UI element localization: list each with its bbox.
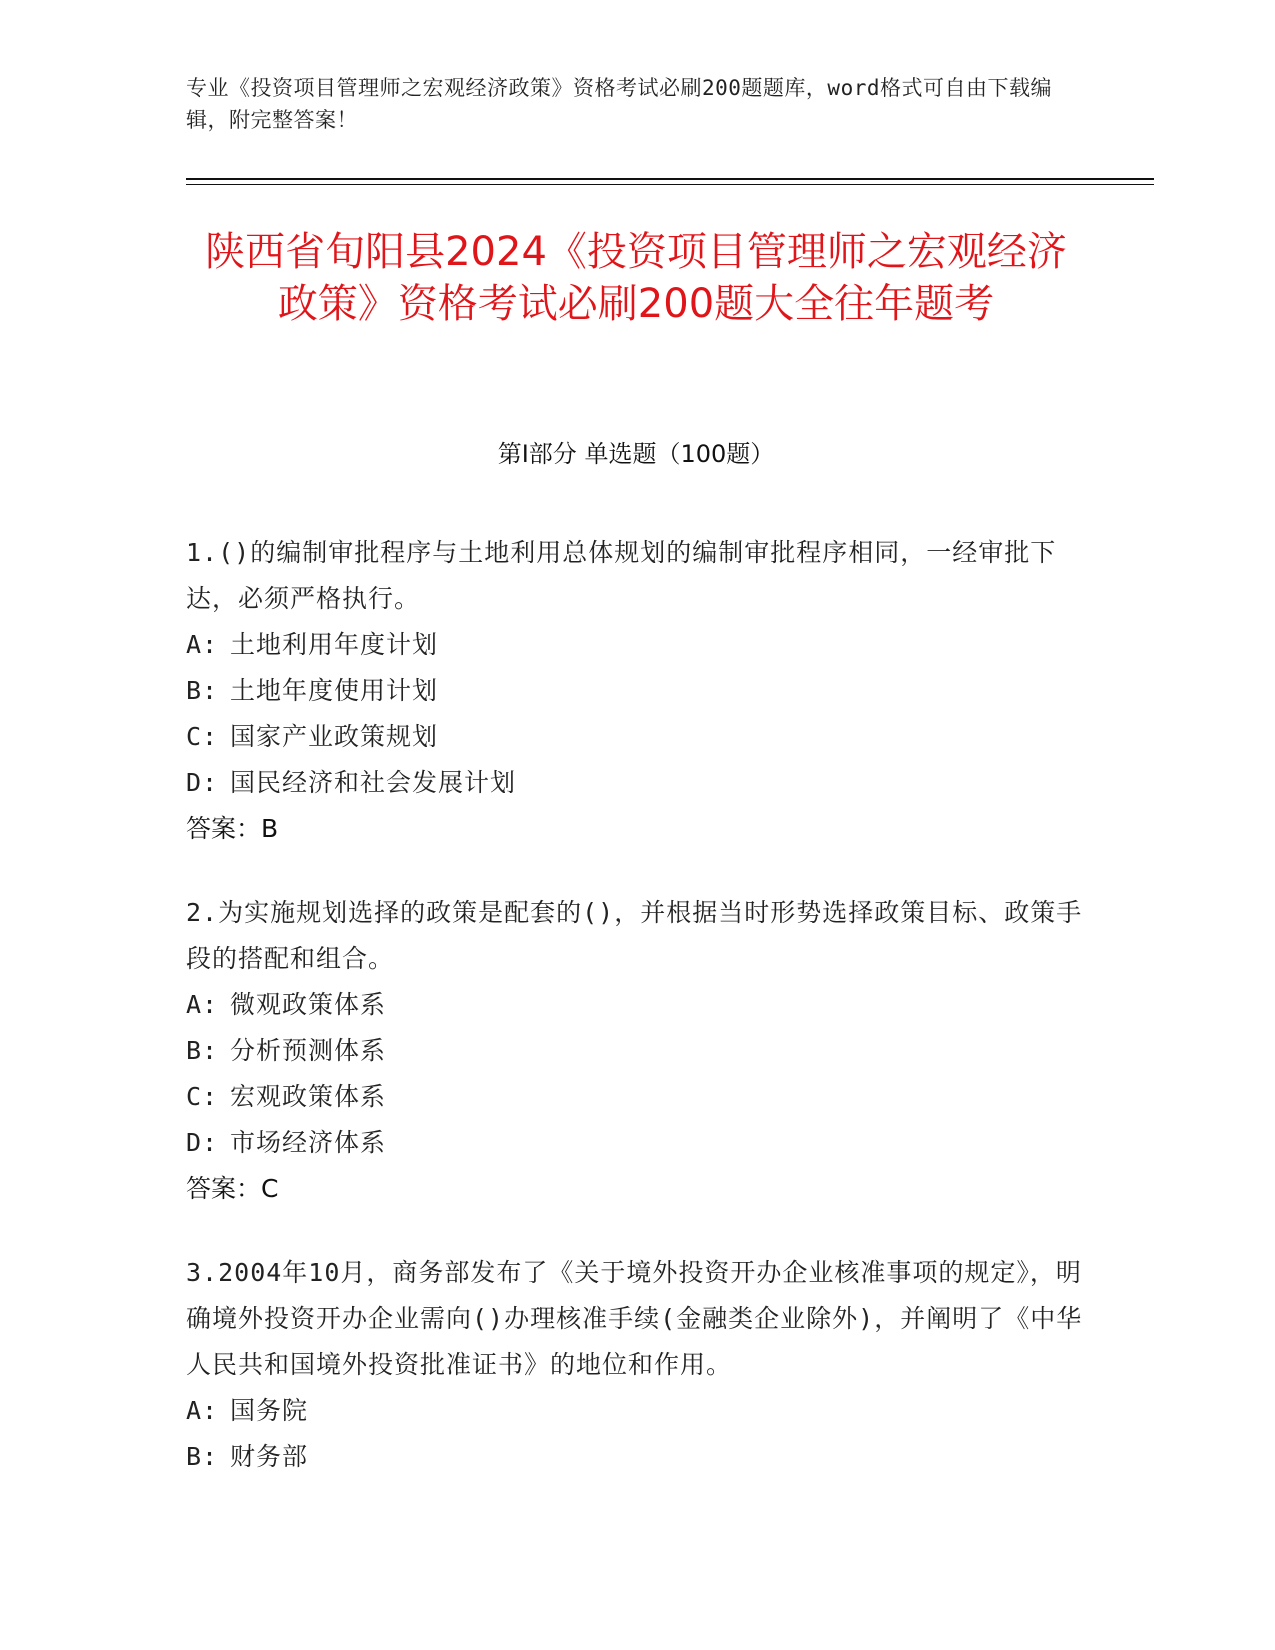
option-b: [186, 1028, 1086, 1074]
question-3: [186, 1250, 1086, 1480]
option-text: 宏观政策体系: [230, 1082, 387, 1111]
section-title: 第Ⅰ部分 单选题（100题）: [497, 440, 775, 468]
option-key: B:: [186, 676, 219, 705]
option-d: [186, 1120, 1086, 1166]
question-stem: 2.为实施规划选择的政策是配套的()，并根据当时形势选择政策目标、政策手段的搭配和组合。: [186, 898, 1083, 973]
option-a: [186, 1388, 1086, 1434]
option-text: 分析预测体系: [230, 1036, 387, 1065]
option-c: [186, 714, 1086, 760]
question-answer: 答案：C: [186, 1174, 279, 1203]
option-key: C:: [186, 1082, 219, 1111]
option-text: 国家产业政策规划: [230, 722, 439, 751]
option-key: B:: [186, 1442, 219, 1471]
option-key: B:: [186, 1036, 219, 1065]
option-key: D:: [186, 1128, 219, 1157]
question-list: [186, 530, 1086, 1518]
option-b: [186, 1434, 1086, 1480]
header-note: 专业《投资项目管理师之宏观经济政策》资格考试必刷200题题库，word格式可自由下载编辑，附完整答案！: [186, 76, 1052, 132]
option-b: [186, 668, 1086, 714]
option-text: 微观政策体系: [230, 990, 387, 1019]
header-rule-thin: [186, 184, 1154, 185]
option-c: [186, 1074, 1086, 1120]
option-text: 土地年度使用计划: [230, 676, 439, 705]
option-text: 国民经济和社会发展计划: [230, 768, 517, 797]
question-answer: 答案：B: [186, 814, 279, 843]
option-text: 土地利用年度计划: [230, 630, 439, 659]
header-rule-thick: [186, 178, 1154, 180]
option-text: 财务部: [230, 1442, 309, 1471]
document-title: 陕西省旬阳县2024《投资项目管理师之宏观经济政策》资格考试必刷200题大全往年题考: [205, 229, 1067, 327]
question-stem: 1.()的编制审批程序与土地利用总体规划的编制审批程序相同，一经审批下达，必须严格执行。: [186, 538, 1057, 613]
option-text: 市场经济体系: [230, 1128, 387, 1157]
option-key: A:: [186, 630, 219, 659]
option-key: A:: [186, 990, 219, 1019]
option-a: [186, 982, 1086, 1028]
question-2: [186, 890, 1086, 1212]
question-stem: 3.2004年10月，商务部发布了《关于境外投资开办企业核准事项的规定》，明确境外投资开办企业需向()办理核准手续(金融类企业除外)，并阐明了《中华人民共和国境外投资批准证书》的地位和作用。: [186, 1258, 1083, 1379]
option-text: 国务院: [230, 1396, 309, 1425]
option-d: [186, 760, 1086, 806]
option-key: A:: [186, 1396, 219, 1425]
option-key: C:: [186, 722, 219, 751]
option-a: [186, 622, 1086, 668]
option-key: D:: [186, 768, 219, 797]
question-1: [186, 530, 1086, 852]
